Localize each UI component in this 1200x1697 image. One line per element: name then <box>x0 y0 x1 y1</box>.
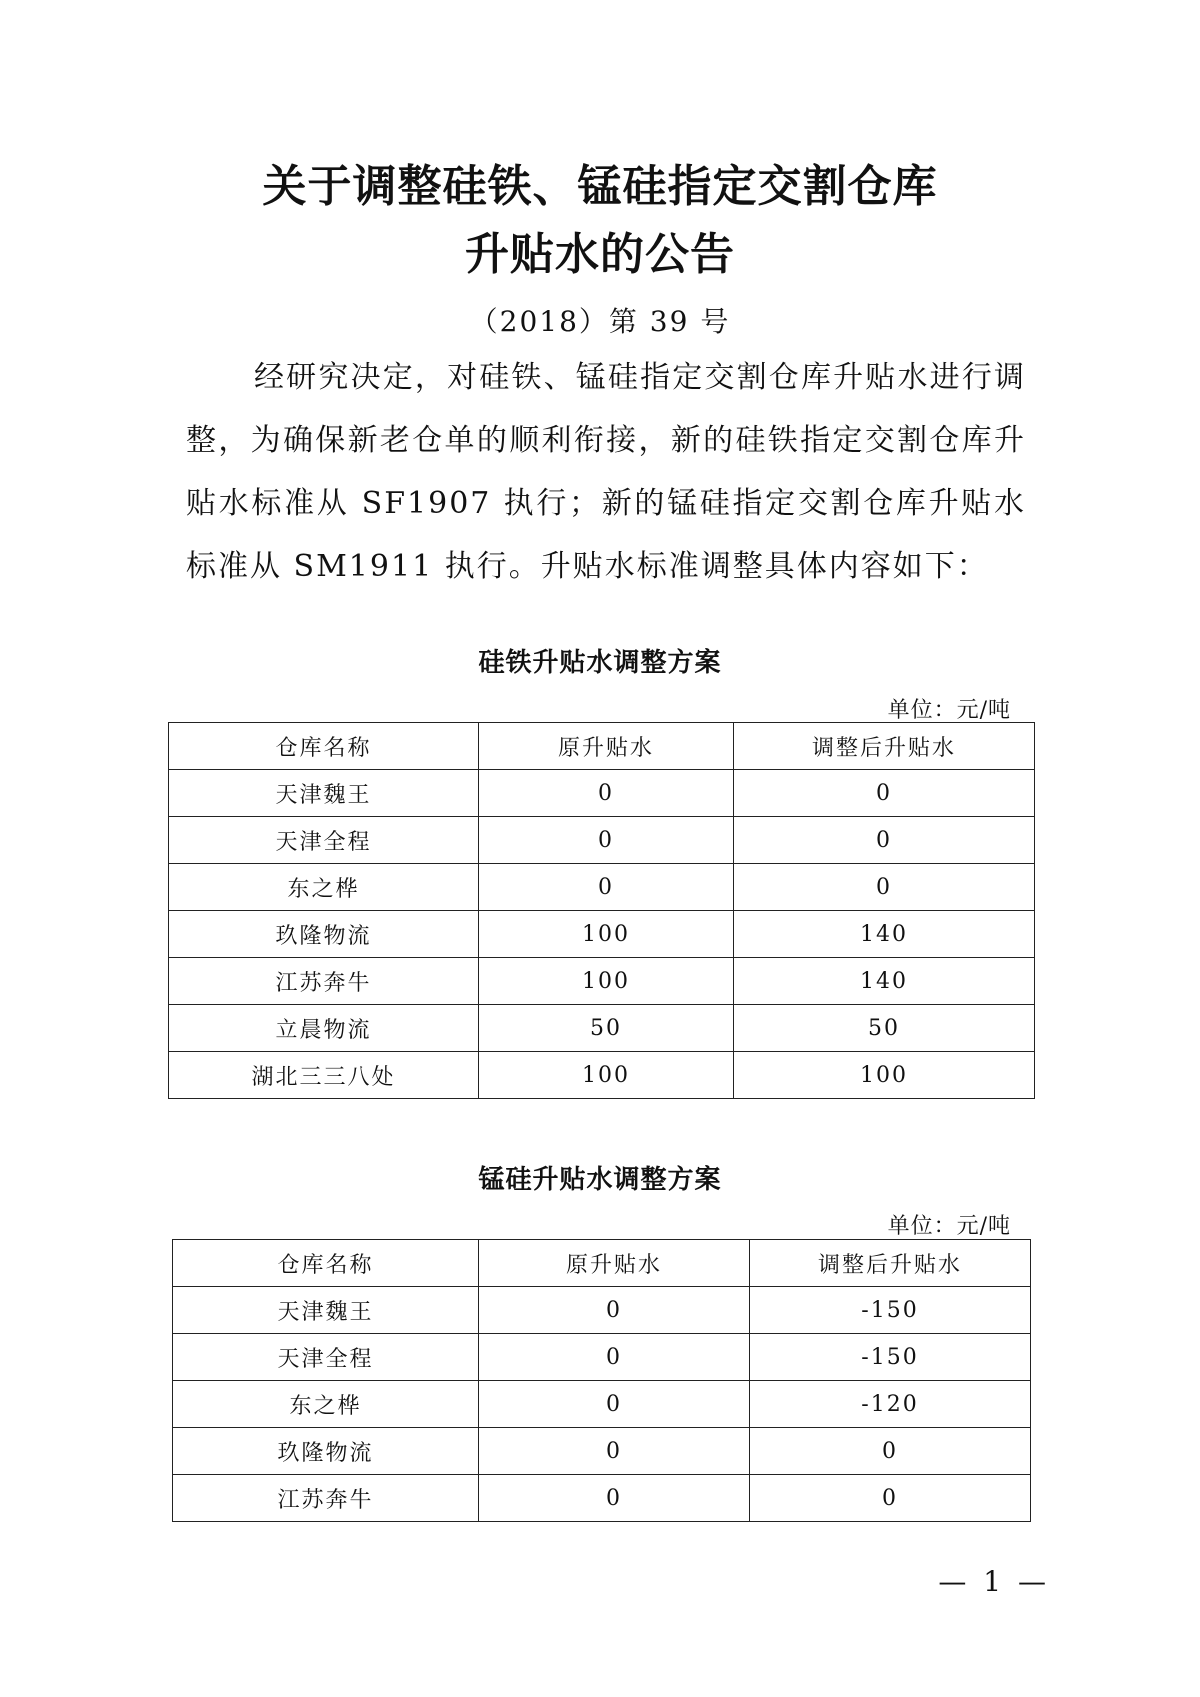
original-premium-cell: 0 <box>479 770 734 817</box>
adjusted-premium-cell: 140 <box>734 911 1035 958</box>
table-title-silicomanganese: 锰硅升贴水调整方案 <box>478 1165 722 1195</box>
original-premium-cell: 0 <box>479 1475 750 1522</box>
table-row <box>169 958 1035 1005</box>
warehouse-name-cell: 天津魏王 <box>169 770 479 817</box>
original-premium-cell: 100 <box>479 958 734 1005</box>
adjusted-premium-cell: 0 <box>750 1428 1031 1475</box>
table-row <box>169 864 1035 911</box>
original-premium-cell: 0 <box>479 1381 750 1428</box>
document-title-line1: 关于调整硅铁、锰硅指定交割仓库 <box>262 161 938 212</box>
table-title-ferrosilicon: 硅铁升贴水调整方案 <box>478 648 722 678</box>
adjusted-premium-cell: -120 <box>750 1381 1031 1428</box>
warehouse-name-cell: 立晨物流 <box>169 1005 479 1052</box>
original-premium-cell: 0 <box>479 1334 750 1381</box>
document-number: （2018）第 39 号 <box>469 305 731 338</box>
table-row <box>173 1475 1031 1522</box>
warehouse-name-cell: 江苏奔牛 <box>173 1475 479 1522</box>
warehouse-name-cell: 玖隆物流 <box>173 1428 479 1475</box>
table-row <box>169 1052 1035 1099</box>
warehouse-name-cell: 江苏奔牛 <box>169 958 479 1005</box>
original-premium-cell: 100 <box>479 1052 734 1099</box>
warehouse-name-cell: 玖隆物流 <box>169 911 479 958</box>
original-premium-cell: 0 <box>479 1428 750 1475</box>
adjusted-premium-cell: -150 <box>750 1287 1031 1334</box>
original-premium-cell: 0 <box>479 817 734 864</box>
column-header: 调整后升贴水 <box>750 1240 1031 1287</box>
table-header-row <box>173 1240 1031 1287</box>
adjusted-premium-cell: 140 <box>734 958 1035 1005</box>
adjusted-premium-cell: 0 <box>750 1475 1031 1522</box>
original-premium-cell: 0 <box>479 1287 750 1334</box>
table-unit-ferrosilicon: 单位：元/吨 <box>887 698 1011 723</box>
table-row <box>169 817 1035 864</box>
adjusted-premium-cell: -150 <box>750 1334 1031 1381</box>
column-header: 原升贴水 <box>479 1240 750 1287</box>
table-row <box>169 911 1035 958</box>
table-header-row <box>169 723 1035 770</box>
table-row <box>173 1381 1031 1428</box>
table-row <box>169 770 1035 817</box>
warehouse-name-cell: 湖北三三八处 <box>169 1052 479 1099</box>
column-header: 仓库名称 <box>169 723 479 770</box>
warehouse-name-cell: 东之桦 <box>169 864 479 911</box>
warehouse-name-cell: 东之桦 <box>173 1381 479 1428</box>
page-number: — 1 — <box>938 1565 1050 1598</box>
document-title-line2: 升贴水的公告 <box>465 229 735 280</box>
adjusted-premium-cell: 50 <box>734 1005 1035 1052</box>
body-paragraph: 经研究决定，对硅铁、锰硅指定交割仓库升贴水进行调整，为确保新老仓单的顺利衔接，新的硅铁指定交割仓库升贴水标准从 SF1907 执行；新的锰硅指定交割仓库升贴水标准从 SM1911 执行。升贴水标准调整具体内容如下： <box>186 360 1026 584</box>
table-row <box>173 1287 1031 1334</box>
silicomanganese-table <box>172 1239 1031 1522</box>
original-premium-cell: 0 <box>479 864 734 911</box>
ferrosilicon-table <box>168 722 1035 1099</box>
column-header: 调整后升贴水 <box>734 723 1035 770</box>
adjusted-premium-cell: 0 <box>734 817 1035 864</box>
adjusted-premium-cell: 100 <box>734 1052 1035 1099</box>
adjusted-premium-cell: 0 <box>734 770 1035 817</box>
table-row <box>173 1428 1031 1475</box>
original-premium-cell: 50 <box>479 1005 734 1052</box>
column-header: 原升贴水 <box>479 723 734 770</box>
table-unit-silicomanganese: 单位：元/吨 <box>887 1214 1011 1239</box>
table-row <box>173 1334 1031 1381</box>
warehouse-name-cell: 天津魏王 <box>173 1287 479 1334</box>
warehouse-name-cell: 天津全程 <box>173 1334 479 1381</box>
adjusted-premium-cell: 0 <box>734 864 1035 911</box>
original-premium-cell: 100 <box>479 911 734 958</box>
table-row <box>169 1005 1035 1052</box>
warehouse-name-cell: 天津全程 <box>169 817 479 864</box>
column-header: 仓库名称 <box>173 1240 479 1287</box>
